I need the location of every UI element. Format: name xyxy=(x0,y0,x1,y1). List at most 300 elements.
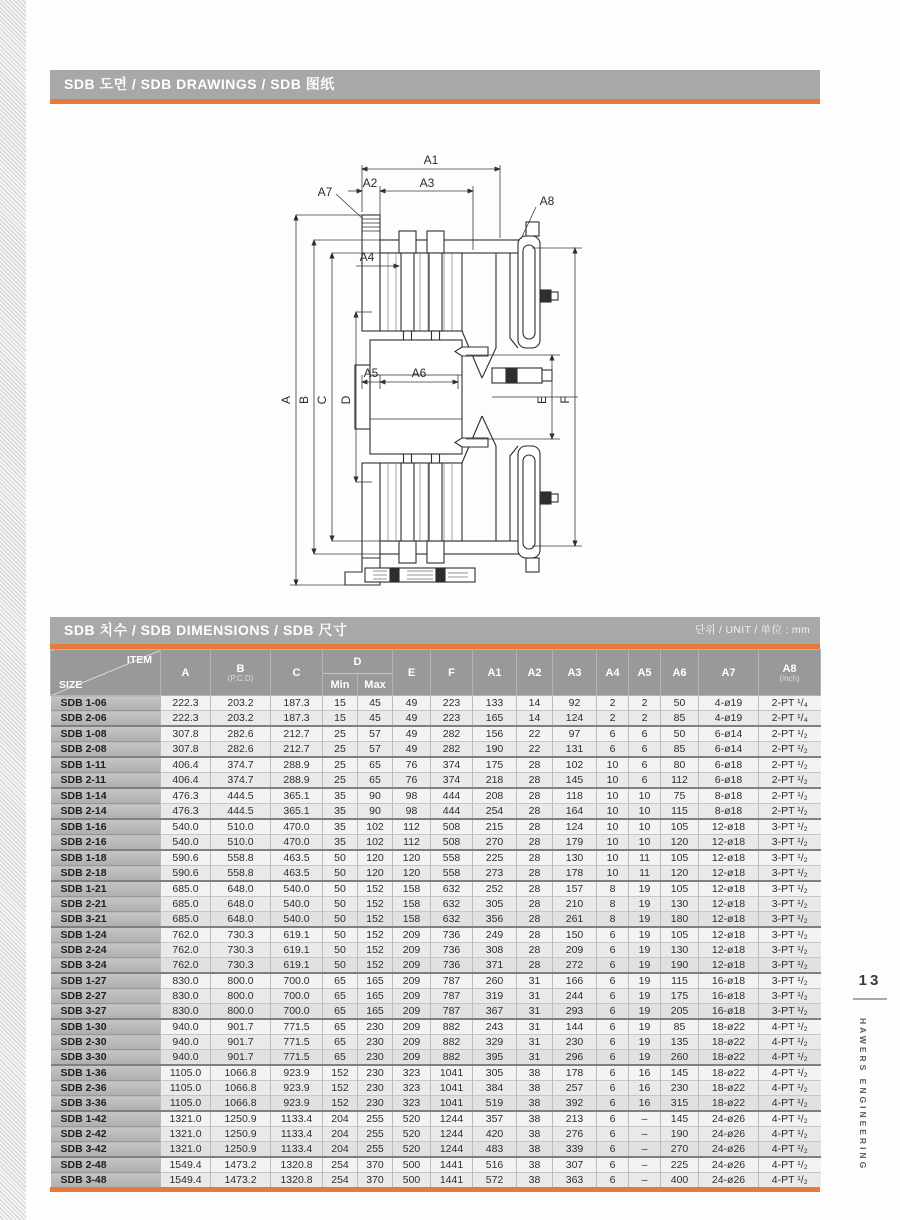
cell-a4: 6 xyxy=(597,1127,629,1142)
cell-a3: 150 xyxy=(553,927,597,943)
cell-f: 736 xyxy=(431,958,473,974)
cell-a8: 3-PT ¹/₂ xyxy=(759,943,821,958)
cell-max: 255 xyxy=(358,1111,393,1127)
cell-a4: 6 xyxy=(597,943,629,958)
cell-a3: 213 xyxy=(553,1111,597,1127)
cell-c: 700.0 xyxy=(271,973,323,989)
cell-a2: 31 xyxy=(517,1004,553,1020)
cell-a1: 270 xyxy=(473,835,517,851)
row-size-label: SDB 1-06 xyxy=(51,696,161,711)
cell-max: 120 xyxy=(358,866,393,882)
cell-a2: 28 xyxy=(517,850,553,866)
table-row xyxy=(51,1111,821,1127)
cell-b: 1066.8 xyxy=(211,1065,271,1081)
col-header-a: A xyxy=(161,650,211,696)
table-row xyxy=(51,726,821,742)
cell-a8: 4-PT ¹/₂ xyxy=(759,1157,821,1173)
row-size-label: SDB 1-24 xyxy=(51,927,161,943)
cell-b: 1250.9 xyxy=(211,1142,271,1158)
cell-f: 282 xyxy=(431,742,473,758)
cell-a3: 157 xyxy=(553,881,597,897)
cell-a5: 19 xyxy=(629,927,661,943)
cell-a5: 16 xyxy=(629,1081,661,1096)
cell-a5: 10 xyxy=(629,804,661,820)
table-row xyxy=(51,850,821,866)
cell-a6: 130 xyxy=(661,897,699,912)
cell-a: 222.3 xyxy=(161,696,211,711)
cell-a3: 166 xyxy=(553,973,597,989)
cell-a4: 6 xyxy=(597,742,629,758)
cell-a1: 395 xyxy=(473,1050,517,1066)
cell-f: 787 xyxy=(431,1004,473,1020)
cell-max: 45 xyxy=(358,711,393,727)
cell-a2: 28 xyxy=(517,912,553,928)
table-row xyxy=(51,897,821,912)
cell-f: 1244 xyxy=(431,1142,473,1158)
cell-a7: 12-ø18 xyxy=(699,927,759,943)
cell-a2: 31 xyxy=(517,1050,553,1066)
cell-min: 50 xyxy=(323,927,358,943)
cell-e: 209 xyxy=(393,1035,431,1050)
cell-a8: 4-PT ¹/₂ xyxy=(759,1127,821,1142)
cell-a1: 133 xyxy=(473,696,517,711)
cell-a7: 6-ø14 xyxy=(699,726,759,742)
cell-b: 1473.2 xyxy=(211,1173,271,1188)
row-size-label: SDB 1-42 xyxy=(51,1111,161,1127)
cell-f: 632 xyxy=(431,897,473,912)
cell-a3: 296 xyxy=(553,1050,597,1066)
cell-a2: 28 xyxy=(517,958,553,974)
cell-a4: 10 xyxy=(597,757,629,773)
cell-a5: 11 xyxy=(629,850,661,866)
cell-a5: 6 xyxy=(629,773,661,789)
cell-a2: 14 xyxy=(517,696,553,711)
cell-a6: 270 xyxy=(661,1142,699,1158)
table-row xyxy=(51,819,821,835)
table-row xyxy=(51,989,821,1004)
cell-max: 230 xyxy=(358,1096,393,1112)
table-row xyxy=(51,927,821,943)
cell-max: 230 xyxy=(358,1050,393,1066)
cell-c: 365.1 xyxy=(271,788,323,804)
cell-max: 165 xyxy=(358,989,393,1004)
cell-max: 165 xyxy=(358,973,393,989)
cell-c: 1133.4 xyxy=(271,1111,323,1127)
cell-max: 230 xyxy=(358,1081,393,1096)
row-size-label: SDB 3-24 xyxy=(51,958,161,974)
cell-a3: 261 xyxy=(553,912,597,928)
cell-a: 307.8 xyxy=(161,726,211,742)
table-row xyxy=(51,1004,821,1020)
dim-label-a1: A1 xyxy=(423,153,439,167)
cell-a5: 10 xyxy=(629,835,661,851)
cell-max: 230 xyxy=(358,1035,393,1050)
dimensions-table-wrap xyxy=(50,649,820,1192)
cell-e: 112 xyxy=(393,835,431,851)
cell-c: 212.7 xyxy=(271,726,323,742)
cell-a4: 6 xyxy=(597,1004,629,1020)
cell-f: 787 xyxy=(431,989,473,1004)
cell-a6: 115 xyxy=(661,973,699,989)
cell-a6: 225 xyxy=(661,1157,699,1173)
cell-a2: 28 xyxy=(517,881,553,897)
cell-a2: 28 xyxy=(517,897,553,912)
cell-a4: 6 xyxy=(597,1035,629,1050)
cell-f: 632 xyxy=(431,912,473,928)
cell-a6: 115 xyxy=(661,804,699,820)
cell-a1: 273 xyxy=(473,866,517,882)
cell-e: 520 xyxy=(393,1111,431,1127)
cell-b: 1066.8 xyxy=(211,1096,271,1112)
cell-a4: 6 xyxy=(597,1111,629,1127)
cell-a4: 6 xyxy=(597,973,629,989)
cell-a7: 18-ø22 xyxy=(699,1050,759,1066)
col-header-c: C xyxy=(271,650,323,696)
cell-a: 590.6 xyxy=(161,866,211,882)
cell-a2: 38 xyxy=(517,1065,553,1081)
cell-min: 152 xyxy=(323,1081,358,1096)
row-size-label: SDB 2-48 xyxy=(51,1157,161,1173)
cell-a2: 38 xyxy=(517,1096,553,1112)
row-size-label: SDB 3-21 xyxy=(51,912,161,928)
cell-a7: 24-ø26 xyxy=(699,1127,759,1142)
cell-a5: 19 xyxy=(629,1035,661,1050)
cell-f: 1041 xyxy=(431,1096,473,1112)
cell-e: 209 xyxy=(393,1019,431,1035)
cell-a6: 205 xyxy=(661,1004,699,1020)
cell-a1: 156 xyxy=(473,726,517,742)
cell-f: 1244 xyxy=(431,1127,473,1142)
cell-a7: 4-ø19 xyxy=(699,711,759,727)
cell-a4: 6 xyxy=(597,726,629,742)
row-size-label: SDB 2-06 xyxy=(51,711,161,727)
row-size-label: SDB 1-30 xyxy=(51,1019,161,1035)
cell-f: 374 xyxy=(431,757,473,773)
row-size-label: SDB 1-36 xyxy=(51,1065,161,1081)
cell-max: 230 xyxy=(358,1065,393,1081)
cell-b: 282.6 xyxy=(211,742,271,758)
cell-c: 463.5 xyxy=(271,866,323,882)
cell-f: 632 xyxy=(431,881,473,897)
col-header-d: D xyxy=(323,650,393,674)
cell-a4: 8 xyxy=(597,881,629,897)
cell-a4: 2 xyxy=(597,696,629,711)
table-row xyxy=(51,1096,821,1112)
cell-a6: 80 xyxy=(661,757,699,773)
cell-a2: 28 xyxy=(517,927,553,943)
cell-a1: 371 xyxy=(473,958,517,974)
cell-a2: 31 xyxy=(517,1035,553,1050)
cell-a: 222.3 xyxy=(161,711,211,727)
cell-a3: 276 xyxy=(553,1127,597,1142)
dim-label-f: F xyxy=(558,396,572,404)
cell-a: 940.0 xyxy=(161,1035,211,1050)
cell-a: 1549.4 xyxy=(161,1157,211,1173)
cell-a4: 6 xyxy=(597,989,629,1004)
cell-a: 830.0 xyxy=(161,989,211,1004)
row-size-label: SDB 3-36 xyxy=(51,1096,161,1112)
cell-f: 1441 xyxy=(431,1157,473,1173)
cell-f: 882 xyxy=(431,1050,473,1066)
cell-max: 370 xyxy=(358,1173,393,1188)
row-size-label: SDB 3-42 xyxy=(51,1142,161,1158)
cell-max: 152 xyxy=(358,943,393,958)
cell-max: 45 xyxy=(358,696,393,711)
cell-a8: 2-PT ¹/₂ xyxy=(759,788,821,804)
cell-f: 282 xyxy=(431,726,473,742)
cell-min: 15 xyxy=(323,696,358,711)
row-size-label: SDB 2-21 xyxy=(51,897,161,912)
cell-a2: 22 xyxy=(517,726,553,742)
cell-a8: 2-PT ¹/₂ xyxy=(759,804,821,820)
cell-a: 476.3 xyxy=(161,788,211,804)
cell-a6: 112 xyxy=(661,773,699,789)
cell-min: 50 xyxy=(323,866,358,882)
cell-a1: 218 xyxy=(473,773,517,789)
cell-a1: 305 xyxy=(473,897,517,912)
dimensions-section-title: SDB 치수 / SDB DIMENSIONS / SDB 尺寸 xyxy=(64,622,348,638)
cell-a4: 6 xyxy=(597,1173,629,1188)
dimensions-section-header xyxy=(50,617,820,649)
cell-a4: 10 xyxy=(597,835,629,851)
cell-e: 500 xyxy=(393,1157,431,1173)
cell-a1: 208 xyxy=(473,788,517,804)
cell-a4: 8 xyxy=(597,912,629,928)
cell-c: 619.1 xyxy=(271,943,323,958)
cell-b: 558.8 xyxy=(211,850,271,866)
row-size-label: SDB 1-08 xyxy=(51,726,161,742)
cell-c: 771.5 xyxy=(271,1050,323,1066)
cell-a3: 130 xyxy=(553,850,597,866)
cell-min: 35 xyxy=(323,819,358,835)
cell-a1: 243 xyxy=(473,1019,517,1035)
cell-a5: 19 xyxy=(629,958,661,974)
drawings-section-header xyxy=(50,70,820,104)
cell-a8: 4-PT ¹/₂ xyxy=(759,1019,821,1035)
cell-b: 901.7 xyxy=(211,1035,271,1050)
cell-min: 50 xyxy=(323,943,358,958)
col-header-a8-sub: (inch) xyxy=(779,674,800,683)
cell-max: 65 xyxy=(358,773,393,789)
dim-label-a6: A6 xyxy=(411,366,427,380)
table-row xyxy=(51,1173,821,1188)
row-size-label: SDB 1-21 xyxy=(51,881,161,897)
cell-c: 771.5 xyxy=(271,1035,323,1050)
cell-a: 940.0 xyxy=(161,1019,211,1035)
cell-f: 1041 xyxy=(431,1065,473,1081)
col-header-a8: A8 (inch) xyxy=(759,650,821,696)
cell-a8: 4-PT ¹/₂ xyxy=(759,1111,821,1127)
cell-e: 98 xyxy=(393,804,431,820)
row-size-label: SDB 2-24 xyxy=(51,943,161,958)
cell-c: 923.9 xyxy=(271,1065,323,1081)
cell-a: 762.0 xyxy=(161,927,211,943)
cell-a4: 6 xyxy=(597,1157,629,1173)
cell-a4: 10 xyxy=(597,788,629,804)
cell-c: 288.9 xyxy=(271,757,323,773)
cell-a7: 12-ø18 xyxy=(699,866,759,882)
cell-a6: 120 xyxy=(661,866,699,882)
cell-a6: 85 xyxy=(661,742,699,758)
cell-a3: 209 xyxy=(553,943,597,958)
cell-b: 1066.8 xyxy=(211,1081,271,1096)
cell-b: 203.2 xyxy=(211,696,271,711)
cell-a4: 10 xyxy=(597,819,629,835)
cell-max: 255 xyxy=(358,1127,393,1142)
cell-a2: 28 xyxy=(517,804,553,820)
cell-a7: 12-ø18 xyxy=(699,819,759,835)
cell-a1: 225 xyxy=(473,850,517,866)
cell-a8: 4-PT ¹/₂ xyxy=(759,1065,821,1081)
cell-a2: 38 xyxy=(517,1081,553,1096)
col-header-a1: A1 xyxy=(473,650,517,696)
cell-max: 370 xyxy=(358,1157,393,1173)
cell-a4: 10 xyxy=(597,850,629,866)
cell-a4: 2 xyxy=(597,711,629,727)
table-row xyxy=(51,804,821,820)
cell-c: 212.7 xyxy=(271,742,323,758)
drawings-section-title: SDB 도면 / SDB DRAWINGS / SDB 图纸 xyxy=(64,76,335,92)
cell-min: 65 xyxy=(323,1050,358,1066)
cell-a7: 12-ø18 xyxy=(699,943,759,958)
dim-label-a7: A7 xyxy=(317,185,333,199)
cell-a1: 190 xyxy=(473,742,517,758)
cell-max: 57 xyxy=(358,742,393,758)
cell-a4: 10 xyxy=(597,866,629,882)
cell-a6: 175 xyxy=(661,989,699,1004)
cell-a6: 105 xyxy=(661,819,699,835)
cell-a: 1549.4 xyxy=(161,1173,211,1188)
cell-e: 209 xyxy=(393,989,431,1004)
cell-a8: 3-PT ¹/₂ xyxy=(759,897,821,912)
cell-a7: 24-ø26 xyxy=(699,1157,759,1173)
cell-e: 323 xyxy=(393,1096,431,1112)
cell-min: 65 xyxy=(323,1004,358,1020)
row-size-label: SDB 2-11 xyxy=(51,773,161,789)
table-row xyxy=(51,757,821,773)
cell-a: 685.0 xyxy=(161,912,211,928)
cell-b: 800.0 xyxy=(211,973,271,989)
cell-c: 700.0 xyxy=(271,1004,323,1020)
cell-a5: 19 xyxy=(629,912,661,928)
cell-a2: 38 xyxy=(517,1142,553,1158)
cell-c: 771.5 xyxy=(271,1019,323,1035)
cell-min: 35 xyxy=(323,804,358,820)
cell-a7: 12-ø18 xyxy=(699,912,759,928)
cell-max: 165 xyxy=(358,1004,393,1020)
cell-a2: 28 xyxy=(517,943,553,958)
cell-a1: 367 xyxy=(473,1004,517,1020)
cell-a5: 2 xyxy=(629,711,661,727)
cell-a4: 6 xyxy=(597,958,629,974)
row-size-label: SDB 1-27 xyxy=(51,973,161,989)
cell-a8: 4-PT ¹/₂ xyxy=(759,1173,821,1188)
cell-a5: 19 xyxy=(629,1004,661,1020)
cell-a7: 18-ø22 xyxy=(699,1035,759,1050)
cell-b: 648.0 xyxy=(211,897,271,912)
cell-f: 508 xyxy=(431,835,473,851)
cell-f: 223 xyxy=(431,711,473,727)
row-size-label: SDB 2-30 xyxy=(51,1035,161,1050)
cell-a2: 28 xyxy=(517,866,553,882)
cell-e: 500 xyxy=(393,1173,431,1188)
cell-a6: 135 xyxy=(661,1035,699,1050)
row-size-label: SDB 2-08 xyxy=(51,742,161,758)
cell-a: 1105.0 xyxy=(161,1081,211,1096)
table-row xyxy=(51,943,821,958)
cell-f: 223 xyxy=(431,696,473,711)
row-size-label: SDB 2-42 xyxy=(51,1127,161,1142)
col-header-e: E xyxy=(393,650,431,696)
cell-a8: 3-PT ¹/₂ xyxy=(759,1004,821,1020)
cell-a: 476.3 xyxy=(161,804,211,820)
cell-f: 374 xyxy=(431,773,473,789)
cell-b: 558.8 xyxy=(211,866,271,882)
cell-a: 685.0 xyxy=(161,881,211,897)
cell-a6: 120 xyxy=(661,835,699,851)
cell-a: 406.4 xyxy=(161,773,211,789)
cell-a8: 2-PT ¹/₄ xyxy=(759,696,821,711)
cell-min: 254 xyxy=(323,1173,358,1188)
cell-a3: 230 xyxy=(553,1035,597,1050)
cell-a6: 75 xyxy=(661,788,699,804)
cell-b: 1250.9 xyxy=(211,1111,271,1127)
cell-a: 1105.0 xyxy=(161,1096,211,1112)
cell-b: 648.0 xyxy=(211,881,271,897)
cell-f: 444 xyxy=(431,788,473,804)
cell-a8: 2-PT ¹/₂ xyxy=(759,726,821,742)
cell-a3: 272 xyxy=(553,958,597,974)
cell-f: 1041 xyxy=(431,1081,473,1096)
cell-a2: 28 xyxy=(517,773,553,789)
cell-a7: 12-ø18 xyxy=(699,835,759,851)
cell-min: 25 xyxy=(323,742,358,758)
cell-b: 1250.9 xyxy=(211,1127,271,1142)
cell-a2: 28 xyxy=(517,835,553,851)
row-size-label: SDB 2-16 xyxy=(51,835,161,851)
cell-e: 158 xyxy=(393,897,431,912)
cell-e: 209 xyxy=(393,1050,431,1066)
row-size-label: SDB 2-36 xyxy=(51,1081,161,1096)
cell-b: 730.3 xyxy=(211,958,271,974)
cell-f: 787 xyxy=(431,973,473,989)
cell-a8: 3-PT ¹/₂ xyxy=(759,850,821,866)
cell-a4: 6 xyxy=(597,927,629,943)
cell-f: 444 xyxy=(431,804,473,820)
cell-a6: 180 xyxy=(661,912,699,928)
cell-a6: 105 xyxy=(661,927,699,943)
cell-a8: 4-PT ¹/₂ xyxy=(759,1096,821,1112)
cell-max: 255 xyxy=(358,1142,393,1158)
cell-a2: 28 xyxy=(517,788,553,804)
cell-a: 940.0 xyxy=(161,1050,211,1066)
cell-e: 209 xyxy=(393,943,431,958)
cell-b: 374.7 xyxy=(211,757,271,773)
cell-a2: 38 xyxy=(517,1173,553,1188)
cell-a5: – xyxy=(629,1142,661,1158)
cell-a1: 519 xyxy=(473,1096,517,1112)
cell-e: 158 xyxy=(393,881,431,897)
cell-min: 15 xyxy=(323,711,358,727)
cell-a2: 28 xyxy=(517,819,553,835)
cell-a3: 92 xyxy=(553,696,597,711)
dim-label-a5: A5 xyxy=(363,366,379,380)
cell-min: 204 xyxy=(323,1111,358,1127)
cell-a2: 31 xyxy=(517,1019,553,1035)
cell-max: 152 xyxy=(358,927,393,943)
cell-a8: 4-PT ¹/₂ xyxy=(759,1050,821,1066)
col-header-a2: A2 xyxy=(517,650,553,696)
